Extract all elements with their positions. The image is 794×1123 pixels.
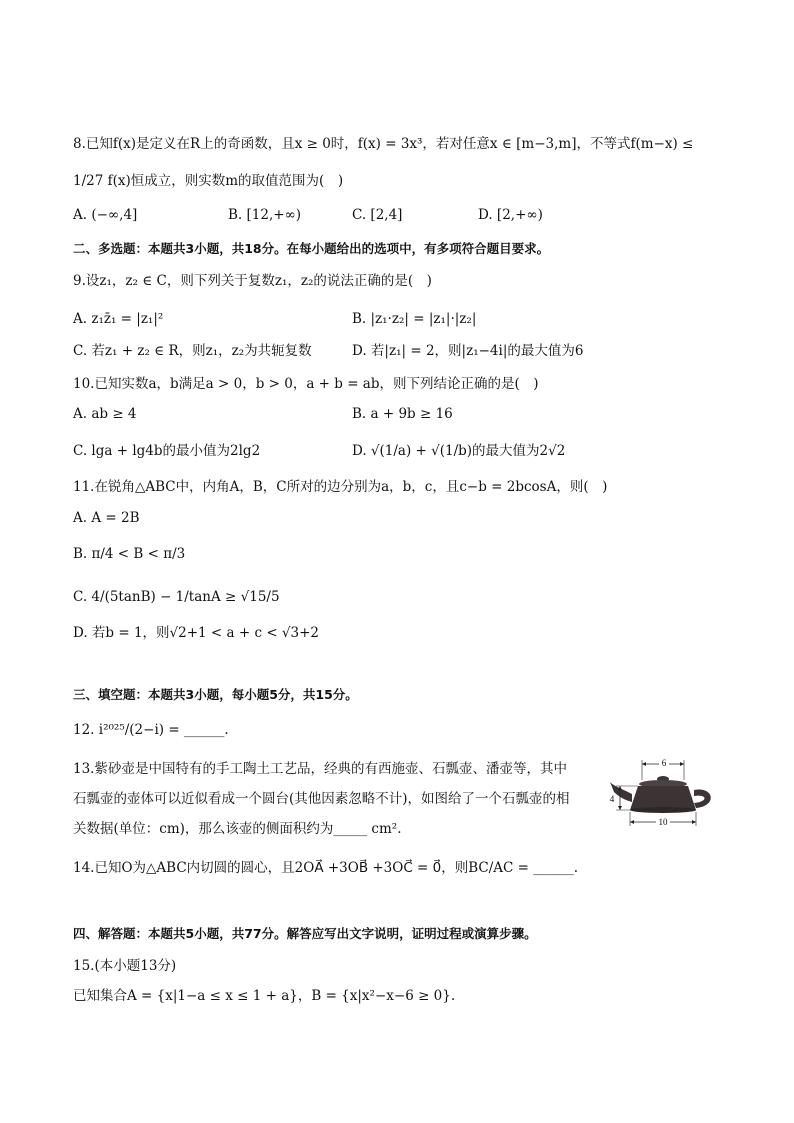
section-4-heading: 四、解答题：本题共5小题，共77分。解答应写出文字说明，证明过程或演算步骤。	[73, 926, 537, 941]
section-2-heading: 二、多选题：本题共3小题，共18分。在每小题给出的选项中，有多项符合题目要求。	[73, 241, 550, 256]
q9-stem: 9.设z₁，z₂ ∈ C，则下列关于复数z₁，z₂的说法正确的是( )	[73, 273, 432, 289]
q11-stem: 11.在锐角△ABC中，内角A，B，C所对的边分别为a，b，c，且c−b = 2bcosA，则( )	[73, 479, 608, 495]
q10-option-b: B. a + 9b ≥ 16	[352, 406, 453, 422]
figure-bottom-diameter-label: 10	[658, 817, 668, 827]
teapot-figure	[604, 758, 724, 830]
q11-option-b: B. π/4 < B < π/3	[73, 546, 186, 562]
q8-stem-line1: 8.已知f(x)是定义在R上的奇函数，且x ≥ 0时，f(x) = 3x³，若对任意x ∈ [m−3,m]，不等式f(m−x) ≤	[73, 136, 694, 152]
q13-line2: 石瓢壶的壶体可以近似看成一个圆台(其他因素忽略不计)，如图给了一个石瓢壶的相	[73, 791, 570, 807]
q15-line1: 已知集合A = {x|1−a ≤ x ≤ 1 + a}，B = {x|x²−x−6 ≥ 0}.	[73, 988, 456, 1004]
q8-option-c: C. [2,4]	[352, 207, 403, 223]
q9-option-d: D. 若|z₁| = 2，则|z₁−4i|的最大值为6	[352, 343, 584, 359]
q8-option-a: A. (−∞,4]	[73, 207, 138, 223]
q8-stem-line2: 1/27 f(x)恒成立，则实数m的取值范围为( )	[73, 173, 344, 189]
q13-line3: 关数据(单位：cm)，那么该壶的侧面积约为_____ cm².	[73, 821, 402, 837]
section-3-heading: 三、填空题：本题共3小题，每小题5分，共15分。	[73, 687, 358, 702]
q9-option-c: C. 若z₁ + z₂ ∈ R，则z₁，z₂为共轭复数	[73, 343, 312, 359]
q11-option-c: C. 4/(5tanB) − 1/tanA ≥ √15/5	[73, 589, 280, 605]
figure-top-diameter-label: 6	[661, 758, 667, 768]
q9-option-a: A. z₁z̄₁ = |z₁|²	[73, 311, 164, 327]
q10-option-a: A. ab ≥ 4	[73, 406, 137, 422]
q10-option-d: D. √(1/a) + √(1/b)的最大值为2√2	[352, 443, 566, 459]
q8-option-d: D. [2,+∞)	[478, 207, 543, 223]
q11-option-a: A. A = 2B	[73, 510, 140, 526]
q13-line1: 13.紫砂壶是中国特有的手工陶土工艺品，经典的有西施壶、石瓢壶、潘壶等，其中	[73, 761, 567, 777]
q9-option-b: B. |z₁·z₂| = |z₁|·|z₂|	[352, 311, 477, 327]
q10-stem: 10.已知实数a，b满足a > 0，b > 0，a + b = ab，则下列结论正确的是( )	[73, 376, 539, 392]
figure-height-label: 4	[609, 794, 615, 804]
q14-text: 14.已知O为△ABC内切圆的圆心，且2OA⃗ +3OB⃗ +3OC⃗ = 0⃗，则BC/AC = ______.	[73, 860, 579, 876]
q8-option-b: B. [12,+∞)	[228, 207, 302, 223]
q11-option-d: D. 若b = 1，则√2+1 < a + c < √3+2	[73, 625, 320, 641]
q15-title: 15.(本小题13分)	[73, 958, 177, 974]
q12-text: 12. i²⁰²⁵/(2−i) = ______.	[73, 722, 229, 738]
q10-option-c: C. lga + lg4b的最小值为2lg2	[73, 443, 261, 459]
